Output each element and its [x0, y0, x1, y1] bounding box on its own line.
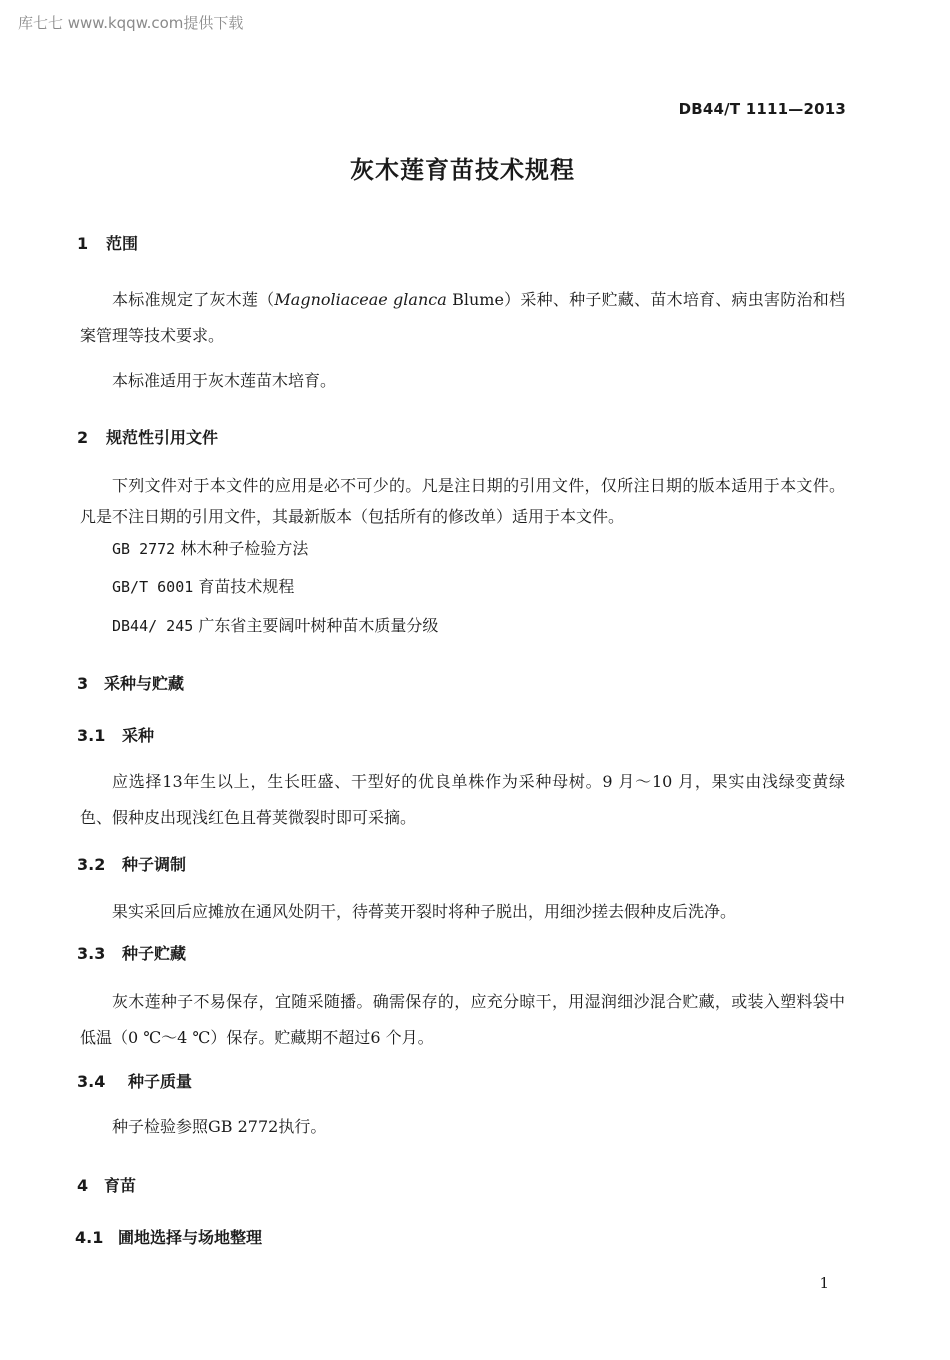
scope-paragraph	[80, 282, 845, 354]
scientific-author: Blume	[446, 290, 504, 309]
page-number: 1	[819, 1274, 829, 1292]
section-4-heading	[77, 1173, 136, 1196]
section-title: 规范性引用文件	[106, 428, 219, 447]
reference-name: 广东省主要阔叶树种苗木质量分级	[198, 616, 439, 635]
section-number: 3.4	[77, 1072, 106, 1091]
scope-text-post: ）采种、种子贮藏、苗木培育、病虫害防治和档案管理等技术要求。	[80, 290, 845, 345]
section-number: 1	[77, 234, 89, 253]
section-3-3-heading	[77, 941, 186, 964]
standard-code: DB44/T 1111—2013	[678, 100, 846, 118]
section-title: 采种	[122, 726, 155, 745]
reference-name: 林木种子检验方法	[180, 539, 309, 558]
section-number: 4.1	[75, 1228, 104, 1247]
scope-text-pre: 本标准规定了灰木莲（	[112, 290, 275, 309]
watermark-text: 库七七 www.kqqw.com提供下载	[18, 14, 244, 32]
scientific-name: Magnoliaceae glanca	[274, 290, 447, 309]
reference-item	[112, 574, 294, 597]
normative-references-paragraph: 下列文件对于本文件的应用是必不可少的。凡是注日期的引用文件，仅所注日期的版本适用于本文件。凡是不注日期的引用文件，其最新版本（包括所有的修改单）适用于本文件。	[80, 476, 845, 526]
seed-quality-paragraph: 种子检验参照GB 2772执行。	[112, 1117, 327, 1136]
section-number: 2	[77, 428, 89, 447]
section-3-heading	[77, 671, 184, 694]
section-number: 4	[77, 1176, 89, 1195]
seed-storage-paragraph: 灰木莲种子不易保存，宜随采随播。确需保存的，应充分晾干，用湿润细沙混合贮藏，或装入塑料袋中低温（0 ℃～4 ℃）保存。贮藏期不超过6 个月。	[80, 992, 845, 1047]
seed-collection-paragraph: 应选择13年生以上，生长旺盛、干型好的优良单株作为采种母树。9 月～10 月，果实由浅绿变黄绿色、假种皮出现浅红色且蓇荚微裂时即可采摘。	[80, 772, 845, 827]
section-title: 种子调制	[122, 855, 187, 874]
reference-item	[112, 536, 308, 559]
reference-code: DB44/ 245	[112, 617, 194, 635]
reference-name: 育苗技术规程	[198, 577, 295, 596]
reference-item	[112, 613, 438, 636]
reference-code: GB 2772	[112, 540, 176, 558]
section-1-heading	[77, 231, 138, 254]
section-3-2-heading	[77, 852, 186, 875]
section-title: 育苗	[104, 1176, 137, 1195]
section-3-1-heading	[77, 723, 154, 746]
section-number: 3.3	[77, 944, 106, 963]
reference-code: GB/T 6001	[112, 578, 194, 596]
section-2-heading	[77, 425, 218, 448]
seed-processing-paragraph: 果实采回后应摊放在通风处阴干，待蓇荚开裂时将种子脱出，用细沙搓去假种皮后洗净。	[112, 902, 737, 921]
scope-applicability: 本标准适用于灰木莲苗木培育。	[112, 371, 337, 390]
document-title: 灰木莲育苗技术规程	[350, 156, 575, 184]
section-3-4-heading	[77, 1069, 192, 1092]
section-4-1-heading	[75, 1225, 262, 1248]
section-number: 3.2	[77, 855, 106, 874]
section-number: 3.1	[77, 726, 106, 745]
section-title: 种子质量	[128, 1072, 193, 1091]
section-title: 范围	[106, 234, 139, 253]
section-title: 采种与贮藏	[104, 674, 185, 693]
section-number: 3	[77, 674, 89, 693]
section-title: 种子贮藏	[122, 944, 187, 963]
section-title: 圃地选择与场地整理	[118, 1228, 263, 1247]
